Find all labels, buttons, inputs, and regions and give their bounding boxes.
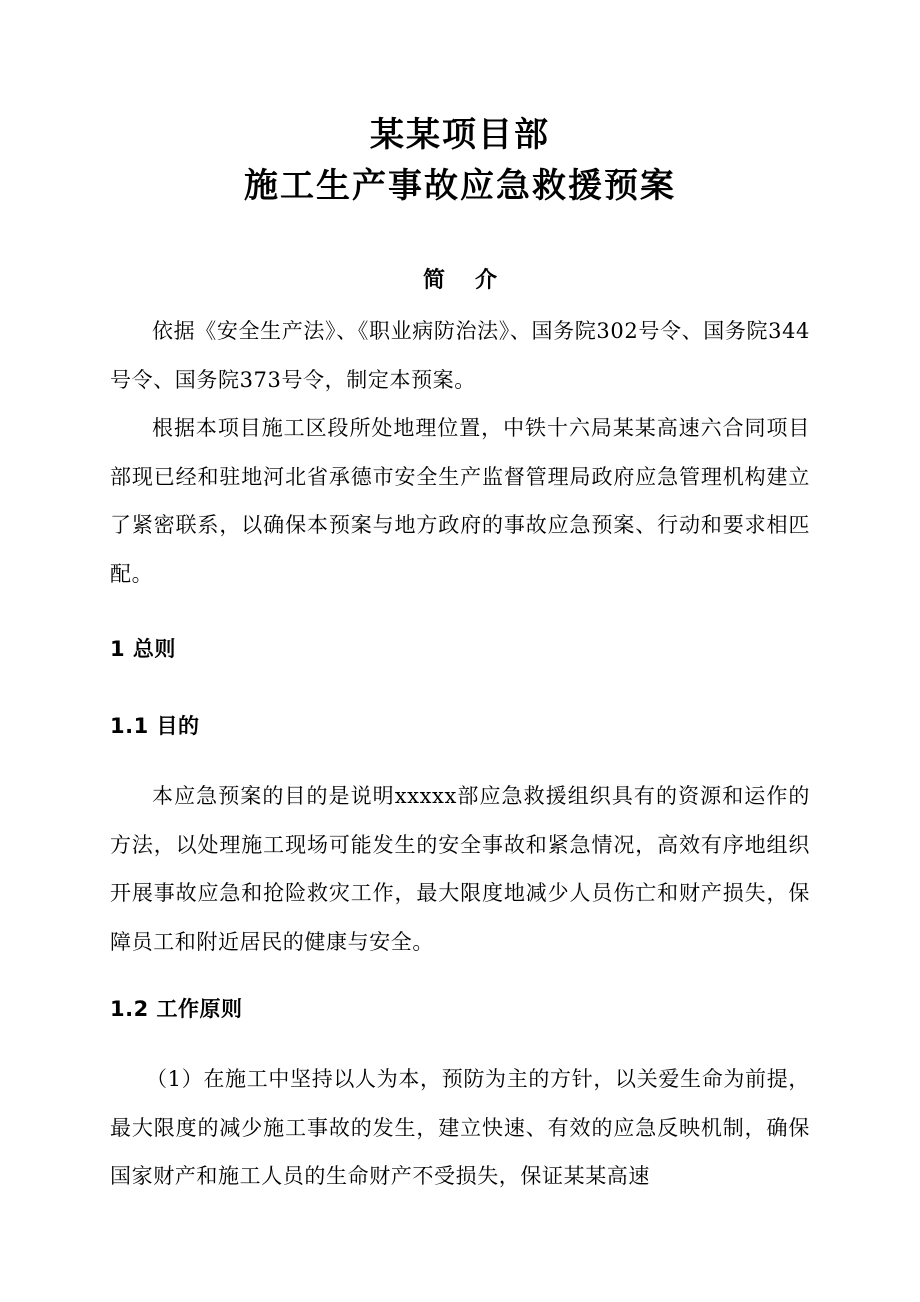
intro-paragraph-1: 依据《安全生产法》、《职业病防治法》、国务院302号令、国务院344号令、国务院373号令，制定本预案。 <box>110 319 810 392</box>
section-1-1-paragraph: 本应急预案的目的是说明xxxxx部应急救援组织具有的资源和运作的方法，以处理施工现场可能发生的安全事故和紧急情况，高效有序地组织开展事故应急和抢险救灾工作，最大限度地减少人员伤亡和财产损失，保障员工和附近居民的健康与安全。 <box>110 784 810 954</box>
section-1-1-heading: 1.1 目的 <box>110 714 200 738</box>
intro-heading: 简介 <box>422 268 527 293</box>
intro-paragraph-2: 根据本项目施工区段所处地理位置，中铁十六局某某高速六合同项目部现已经和驻地河北省承德市安全生产监督管理局政府应急管理机构建立了紧密联系，以确保本预案与地方政府的事故应急预案、行动和要求相匹配。 <box>110 416 810 586</box>
document-title-line-2: 施工生产事故应急救援预案 <box>244 166 676 206</box>
section-1-heading: 1 总则 <box>110 637 176 661</box>
section-1-2-paragraph: （1）在施工中坚持以人为本，预防为主的方针，以关爱生命为前提，最大限度的减少施工事故的发生，建立快速、有效的应急反映机制，确保国家财产和施工人员的生命财产不受损失，保证某某高速 <box>110 1067 810 1188</box>
section-1-2-heading: 1.2 工作原则 <box>110 997 243 1021</box>
document-title-line-1: 某某项目部 <box>370 115 550 155</box>
